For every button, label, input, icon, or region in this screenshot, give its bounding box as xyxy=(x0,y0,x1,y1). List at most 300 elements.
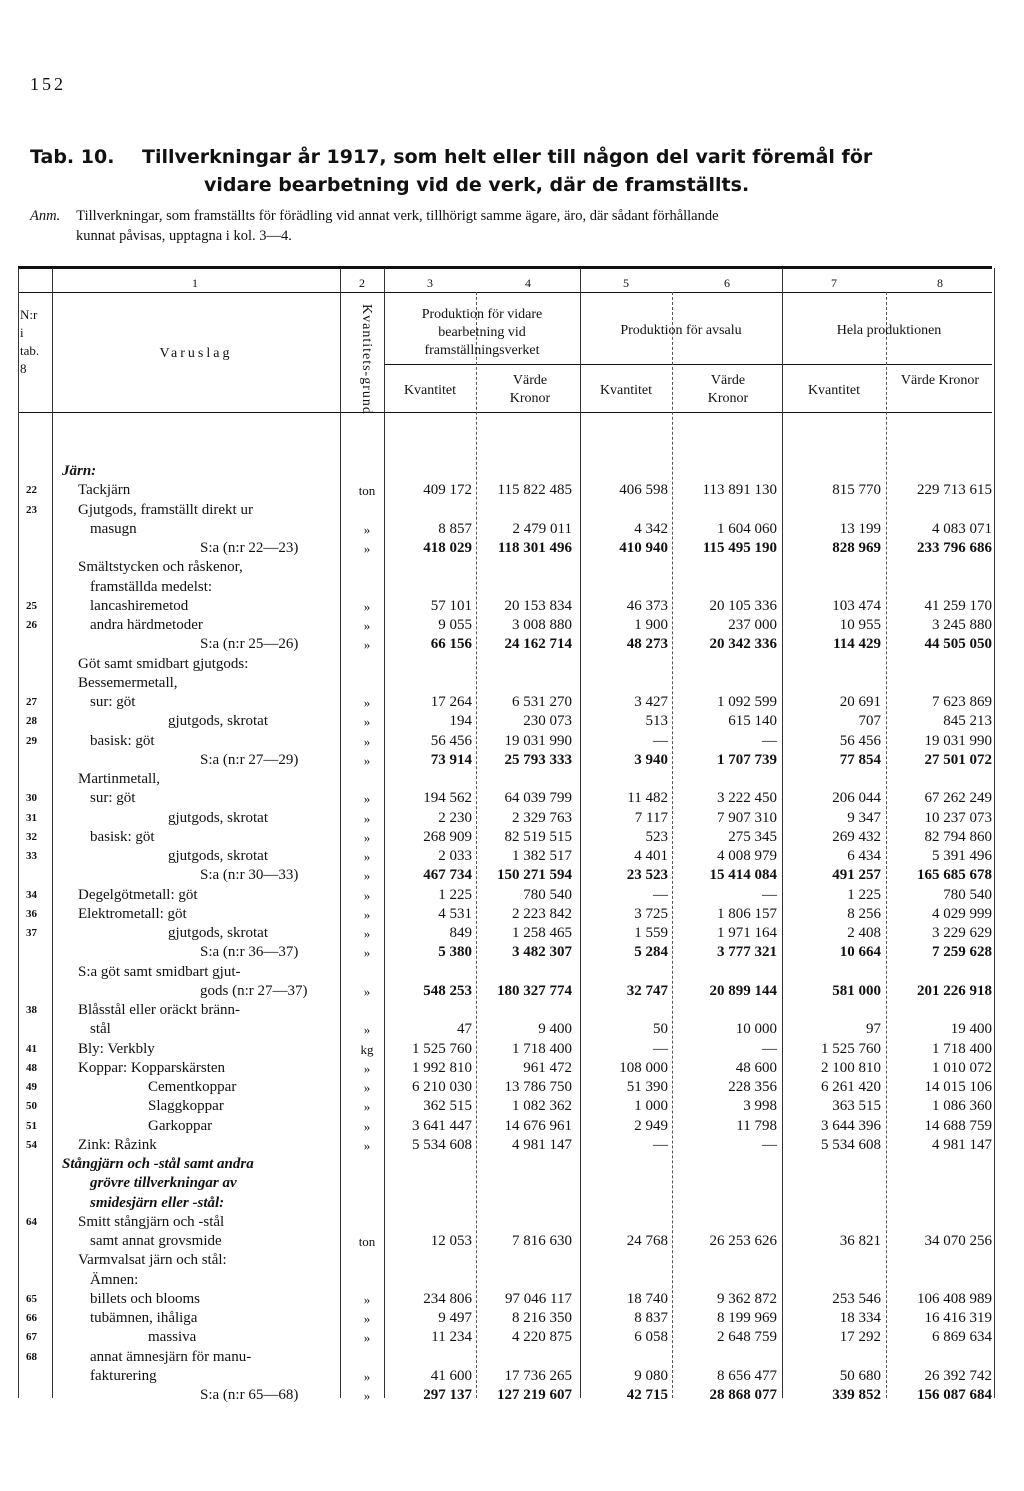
cell-value-total: 7 623 869 xyxy=(932,694,992,710)
table-row xyxy=(0,924,1000,943)
header-kvantitetsgrund: Kvantitets-grund xyxy=(359,304,374,415)
cell-quantity-total: 5 534 608 xyxy=(821,1136,881,1153)
cell-quantity-for-sale: 50 xyxy=(653,1021,668,1038)
row-unit: » xyxy=(363,906,371,922)
table-label: Tab. 10. xyxy=(30,146,115,168)
cell-value-for-sale: 20 342 336 xyxy=(709,636,777,653)
header-varde-1: Värde Kronor xyxy=(509,373,551,406)
row-label: S:a göt samt smidbart gjut- xyxy=(78,963,241,980)
row-unit: » xyxy=(363,926,371,941)
cell-value-for-sale: 20 105 336 xyxy=(709,597,777,614)
cell-value-for-sale: 48 600 xyxy=(735,1059,777,1076)
cell-value-total: 1 010 072 xyxy=(932,1059,992,1076)
row-unit: » xyxy=(363,829,371,845)
row-label: S:a (n:r 36—37) xyxy=(200,944,299,961)
cell-quantity-for-sale: 48 273 xyxy=(626,636,668,653)
row-unit: » xyxy=(363,1099,371,1115)
table-row xyxy=(0,1386,1000,1405)
cell-quantity-total: 707 xyxy=(858,713,881,730)
cell-value-further-processing: 9 400 xyxy=(538,1021,572,1038)
row-label: stål xyxy=(90,1021,111,1038)
table-row xyxy=(0,481,1000,500)
cell-quantity-for-sale: 1 000 xyxy=(634,1098,668,1115)
col-number-4: 4 xyxy=(525,276,531,290)
table-row xyxy=(0,501,1000,520)
note-label: Anm. xyxy=(30,208,61,224)
row-label: Blåsstål eller oräckt bränn- xyxy=(78,1002,241,1018)
row-number: 36 xyxy=(26,907,37,920)
row-unit: » xyxy=(363,887,371,903)
table-row xyxy=(0,943,1000,962)
cell-value-for-sale: 3 777 321 xyxy=(717,944,777,961)
row-label: sur: göt xyxy=(90,790,136,807)
row-label: S:a (n:r 27—29) xyxy=(200,751,299,768)
cell-value-further-processing: 180 327 774 xyxy=(497,982,572,999)
cell-value-further-processing: 1 382 517 xyxy=(512,848,572,864)
row-number: 25 xyxy=(26,599,37,612)
cell-value-total: 4 981 147 xyxy=(932,1136,992,1153)
header-kvantitet-2: Kvantitet xyxy=(599,383,653,398)
col-number-8: 8 xyxy=(937,276,943,290)
row-unit: » xyxy=(363,1118,371,1134)
row-unit: ton xyxy=(358,1234,376,1249)
cell-quantity-total: 828 969 xyxy=(832,540,881,556)
row-label: basisk: göt xyxy=(90,828,155,845)
cell-value-for-sale: 615 140 xyxy=(728,713,777,730)
cell-value-for-sale: 4 008 979 xyxy=(717,848,777,864)
header-group-2: Produktion för avsalu xyxy=(620,323,742,338)
row-label: annat ämnesjärn för manu- xyxy=(90,1348,252,1365)
cell-value-for-sale: 2 648 759 xyxy=(717,1329,777,1346)
cell-quantity-for-sale: 523 xyxy=(645,828,668,845)
row-number: 37 xyxy=(26,927,37,939)
cell-value-for-sale: 20 899 144 xyxy=(709,982,777,999)
row-label: gjutgods, skrotat xyxy=(168,713,268,730)
cell-value-for-sale: 8 656 477 xyxy=(717,1367,777,1384)
cell-quantity-further-processing: 11 234 xyxy=(431,1329,472,1346)
cell-value-total: 165 685 678 xyxy=(917,867,992,884)
cell-quantity-further-processing: 41 600 xyxy=(430,1367,472,1384)
cell-value-total: 7 259 628 xyxy=(932,944,992,961)
row-label: basisk: göt xyxy=(90,732,155,749)
row-unit: » xyxy=(363,983,371,999)
cell-value-total: 44 505 050 xyxy=(924,636,992,653)
row-label: gjutgods, skrotat xyxy=(168,848,268,864)
cell-value-further-processing: 115 822 485 xyxy=(497,482,572,499)
note-line-2: kunnat påvisas, upptagna i kol. 3—4. xyxy=(76,228,292,244)
cell-value-for-sale: 7 907 310 xyxy=(717,809,777,826)
cell-value-further-processing: 4 981 147 xyxy=(512,1136,572,1153)
row-number: 67 xyxy=(26,1331,37,1344)
cell-value-total: 26 392 742 xyxy=(924,1367,992,1384)
row-label: massiva xyxy=(148,1329,197,1346)
cell-value-total: 10 237 073 xyxy=(924,809,992,826)
table-row xyxy=(0,751,1000,770)
row-unit: » xyxy=(363,598,371,614)
cell-quantity-further-processing: 5 534 608 xyxy=(412,1136,472,1153)
cell-value-further-processing: 82 519 515 xyxy=(504,828,572,845)
cell-value-further-processing: 97 046 117 xyxy=(505,1290,572,1307)
cell-value-for-sale: — xyxy=(762,732,777,749)
row-unit: » xyxy=(363,849,371,864)
table-row xyxy=(0,866,1000,885)
cell-quantity-for-sale: 5 284 xyxy=(634,944,668,961)
cell-value-further-processing: 4 220 875 xyxy=(512,1329,572,1346)
row-label: Ämnen: xyxy=(90,1271,139,1288)
cell-value-further-processing: 20 153 834 xyxy=(504,597,572,614)
table-row xyxy=(0,1040,1000,1059)
header-kvantitet-1: Kvantitet xyxy=(403,383,457,398)
cell-quantity-further-processing: 467 734 xyxy=(423,867,472,884)
cell-value-for-sale: 15 414 084 xyxy=(709,867,777,884)
table-row xyxy=(0,905,1000,924)
table-row xyxy=(0,1136,1000,1155)
cell-quantity-further-processing: 9 055 xyxy=(438,617,472,633)
cell-quantity-for-sale: — xyxy=(653,1040,668,1057)
cell-value-total: 6 869 634 xyxy=(932,1329,992,1346)
row-label: fakturering xyxy=(90,1367,157,1384)
cell-value-total: 27 501 072 xyxy=(924,751,992,768)
header-varuslag: Varuslag xyxy=(159,346,233,361)
cell-quantity-for-sale: 1 900 xyxy=(634,617,668,633)
table-row xyxy=(0,1020,1000,1039)
cell-value-total: 229 713 615 xyxy=(917,482,992,499)
cell-quantity-further-processing: 418 029 xyxy=(423,540,472,556)
cell-value-for-sale: 26 253 626 xyxy=(709,1233,777,1249)
cell-quantity-total: 3 644 396 xyxy=(821,1117,881,1134)
row-label: Gjutgods, framställt direkt ur xyxy=(78,501,253,518)
cell-value-for-sale: 115 495 190 xyxy=(702,540,777,556)
cell-quantity-total: 8 256 xyxy=(847,905,881,922)
cell-quantity-for-sale: 410 940 xyxy=(619,540,668,556)
cell-quantity-further-processing: 47 xyxy=(457,1021,472,1038)
table-row xyxy=(0,462,1000,481)
row-label: Elektrometall: göt xyxy=(78,905,187,922)
cell-value-total: 3 229 629 xyxy=(932,925,992,941)
table-row xyxy=(0,539,1000,558)
cell-value-further-processing: 780 540 xyxy=(523,886,572,903)
cell-quantity-further-processing: 8 857 xyxy=(438,520,472,537)
row-label: andra härdmetoder xyxy=(90,617,203,633)
cell-value-further-processing: 8 216 350 xyxy=(512,1310,572,1326)
row-unit: » xyxy=(363,1311,371,1326)
cell-quantity-further-processing: 297 137 xyxy=(423,1387,472,1403)
cell-value-for-sale: 1 092 599 xyxy=(717,694,777,710)
cell-value-further-processing: 7 816 630 xyxy=(512,1233,572,1249)
cell-quantity-for-sale: 11 482 xyxy=(627,790,668,807)
row-label: Göt samt smidbart gjutgods: xyxy=(78,655,249,672)
row-unit: » xyxy=(363,733,371,749)
row-number: 29 xyxy=(26,734,37,747)
cell-quantity-for-sale: 3 940 xyxy=(634,751,668,768)
row-unit: » xyxy=(363,810,371,826)
cell-value-for-sale: 275 345 xyxy=(728,828,777,845)
cell-value-for-sale: — xyxy=(762,886,777,903)
cell-quantity-total: 103 474 xyxy=(832,597,881,614)
table-row xyxy=(0,635,1000,654)
cell-quantity-for-sale: 51 390 xyxy=(626,1079,668,1095)
col-number-6: 6 xyxy=(724,276,730,290)
cell-quantity-total: 77 854 xyxy=(839,751,881,768)
cell-quantity-further-processing: 548 253 xyxy=(423,982,472,999)
table-row xyxy=(0,655,1000,674)
cell-value-total: 5 391 496 xyxy=(932,848,992,864)
row-unit: » xyxy=(363,1137,371,1153)
row-label: S:a (n:r 30—33) xyxy=(200,867,299,884)
table-row xyxy=(0,712,1000,731)
row-label: Stångjärn och -stål samt andra xyxy=(62,1156,254,1172)
cell-value-further-processing: 1 082 362 xyxy=(512,1098,572,1115)
row-label: Garkoppar xyxy=(148,1117,213,1134)
row-number: 65 xyxy=(26,1292,37,1305)
header-group-1: Produktion för vidare bearbetning vid framställningsverket xyxy=(421,307,543,358)
row-unit: » xyxy=(363,618,371,633)
cell-value-total: 67 262 249 xyxy=(924,790,992,807)
cell-quantity-total: 56 456 xyxy=(839,732,881,749)
col-number-2: 2 xyxy=(359,276,365,290)
cell-quantity-total: 97 xyxy=(866,1021,881,1038)
table-row xyxy=(0,1290,1000,1309)
cell-value-for-sale: 237 000 xyxy=(728,617,777,633)
cell-value-total: 14 688 759 xyxy=(924,1117,992,1134)
table-row xyxy=(0,1348,1000,1367)
row-label: S:a (n:r 22—23) xyxy=(200,540,299,556)
cell-value-further-processing: 230 073 xyxy=(523,713,572,730)
cell-value-total: 41 259 170 xyxy=(924,597,992,614)
cell-value-for-sale: 3 998 xyxy=(743,1098,777,1115)
cell-quantity-further-processing: 57 101 xyxy=(430,597,472,614)
table-row xyxy=(0,1001,1000,1020)
cell-quantity-total: 17 292 xyxy=(839,1329,881,1346)
cell-quantity-further-processing: 73 914 xyxy=(430,751,472,768)
cell-value-for-sale: 8 199 969 xyxy=(717,1310,777,1326)
cell-value-for-sale: 11 798 xyxy=(736,1117,777,1134)
note-line-1: Tillverkningar, som framställts för förädling vid annat verk, tillhörigt samme ägare, äro, där sådant förhållande xyxy=(76,208,719,224)
row-label: smidesjärn eller -stål: xyxy=(90,1194,225,1211)
cell-quantity-for-sale: 108 000 xyxy=(619,1059,668,1076)
row-unit: » xyxy=(363,1022,371,1038)
cell-value-total: 845 213 xyxy=(943,713,992,730)
col-number-5: 5 xyxy=(623,276,629,290)
cell-value-further-processing: 14 676 961 xyxy=(504,1117,572,1134)
cell-quantity-for-sale: 18 740 xyxy=(626,1290,668,1307)
cell-quantity-total: 6 261 420 xyxy=(821,1079,881,1095)
row-number: 41 xyxy=(26,1042,37,1055)
cell-value-total: 19 400 xyxy=(950,1021,992,1038)
table-row xyxy=(0,732,1000,751)
cell-quantity-for-sale: — xyxy=(653,732,668,749)
row-unit: » xyxy=(363,1291,371,1307)
row-number: 64 xyxy=(26,1215,37,1228)
table-row xyxy=(0,1194,1000,1213)
cell-quantity-total: 1 225 xyxy=(847,886,881,903)
row-unit: » xyxy=(363,868,371,884)
cell-value-for-sale: 1 806 157 xyxy=(717,905,777,922)
cell-quantity-further-processing: 849 xyxy=(449,925,472,941)
row-number: 54 xyxy=(26,1138,37,1151)
row-number: 66 xyxy=(26,1312,37,1324)
row-label: Slaggkoppar xyxy=(148,1098,224,1115)
row-unit: » xyxy=(363,1080,371,1095)
table-row xyxy=(0,1078,1000,1097)
cell-value-further-processing: 1 718 400 xyxy=(512,1040,572,1057)
cell-quantity-for-sale: 4 401 xyxy=(634,848,668,864)
row-unit: » xyxy=(363,1388,371,1403)
row-number: 49 xyxy=(26,1081,37,1093)
row-number: 38 xyxy=(26,1004,37,1016)
table-row xyxy=(0,578,1000,597)
cell-quantity-total: 9 347 xyxy=(847,809,881,826)
row-label: gjutgods, skrotat xyxy=(168,925,268,941)
row-number: 34 xyxy=(26,888,37,901)
cell-value-total: 201 226 918 xyxy=(917,982,992,999)
table-row xyxy=(0,847,1000,866)
table-row xyxy=(0,1271,1000,1290)
cell-quantity-total: 581 000 xyxy=(832,982,881,999)
row-label: S:a (n:r 65—68) xyxy=(200,1387,299,1403)
table-row xyxy=(0,1328,1000,1347)
cell-quantity-total: 6 434 xyxy=(847,848,881,864)
row-number: 23 xyxy=(26,503,37,516)
note xyxy=(30,208,719,225)
cell-quantity-further-processing: 17 264 xyxy=(430,694,472,710)
cell-quantity-further-processing: 362 515 xyxy=(423,1098,472,1115)
cell-quantity-for-sale: 4 342 xyxy=(634,520,668,537)
table-row xyxy=(0,674,1000,693)
cell-quantity-total: 253 546 xyxy=(832,1290,881,1307)
col-number-3: 3 xyxy=(427,276,433,290)
cell-value-further-processing: 3 008 880 xyxy=(512,617,572,633)
cell-quantity-total: 206 044 xyxy=(832,790,881,807)
cell-quantity-for-sale: 32 747 xyxy=(626,982,668,999)
title-line-2: vidare bearbetning vid de verk, där de framställts. xyxy=(204,174,750,196)
cell-quantity-total: 20 691 xyxy=(839,694,881,710)
row-number: 27 xyxy=(26,696,37,708)
row-label: framställda medelst: xyxy=(90,578,213,595)
cell-quantity-total: 10 664 xyxy=(839,944,881,961)
row-label: S:a (n:r 25—26) xyxy=(200,636,299,653)
cell-quantity-further-processing: 2 230 xyxy=(438,809,472,826)
row-unit: kg xyxy=(360,1041,374,1057)
cell-value-further-processing: 3 482 307 xyxy=(512,944,572,961)
table-row xyxy=(0,597,1000,616)
title-line-1: Tillverkningar år 1917, som helt eller till någon del varit föremål för xyxy=(142,146,873,168)
cell-value-further-processing: 24 162 714 xyxy=(504,636,572,653)
cell-quantity-for-sale: 6 058 xyxy=(634,1329,668,1346)
cell-value-for-sale: — xyxy=(762,1136,777,1153)
row-unit: » xyxy=(363,1368,371,1384)
table-row xyxy=(0,1251,1000,1270)
cell-quantity-for-sale: 406 598 xyxy=(619,482,668,499)
table-row xyxy=(0,1117,1000,1136)
cell-quantity-further-processing: 4 531 xyxy=(438,905,472,922)
row-unit: » xyxy=(363,752,371,768)
cell-value-for-sale: 10 000 xyxy=(735,1021,777,1038)
cell-quantity-for-sale: 3 427 xyxy=(634,694,668,710)
cell-quantity-further-processing: 409 172 xyxy=(423,482,472,499)
page-number: 152 xyxy=(30,74,66,94)
row-label: Martinmetall, xyxy=(78,771,161,787)
cell-quantity-further-processing: 9 497 xyxy=(438,1310,472,1326)
row-unit: » xyxy=(363,541,371,556)
table-row xyxy=(0,1367,1000,1386)
cell-value-total: 3 245 880 xyxy=(932,617,992,633)
cell-quantity-total: 815 770 xyxy=(832,482,881,499)
cell-value-further-processing: 64 039 799 xyxy=(504,790,572,807)
cell-quantity-further-processing: 5 380 xyxy=(438,944,472,961)
cell-value-further-processing: 1 258 465 xyxy=(512,925,572,941)
cell-quantity-total: 491 257 xyxy=(832,867,881,884)
cell-quantity-further-processing: 2 033 xyxy=(438,848,472,864)
table-row xyxy=(0,1059,1000,1078)
cell-value-total: 780 540 xyxy=(943,886,992,903)
row-unit: » xyxy=(363,1330,371,1346)
table-row xyxy=(0,1213,1000,1232)
header-group-3: Hela produktionen xyxy=(836,323,942,338)
table-top-rule xyxy=(18,266,992,269)
row-label: Degelgötmetall: göt xyxy=(78,886,198,903)
cell-value-for-sale: 3 222 450 xyxy=(717,790,777,807)
cell-quantity-for-sale: — xyxy=(653,1136,668,1153)
cell-value-further-processing: 2 223 842 xyxy=(512,905,572,922)
cell-value-for-sale: 1 604 060 xyxy=(717,520,777,537)
table-row xyxy=(0,1309,1000,1328)
cell-value-for-sale: 1 707 739 xyxy=(717,751,777,768)
cell-quantity-total: 50 680 xyxy=(839,1367,881,1384)
cell-value-total: 1 718 400 xyxy=(932,1040,992,1057)
table-row xyxy=(0,828,1000,847)
cell-quantity-further-processing: 1 225 xyxy=(438,886,472,903)
cell-value-total: 16 416 319 xyxy=(924,1310,992,1326)
row-label: Zink: Råzink xyxy=(78,1136,157,1153)
cell-quantity-for-sale: 42 715 xyxy=(626,1387,668,1403)
row-label: Smältstycken och råskenor, xyxy=(78,559,243,576)
row-unit: » xyxy=(363,945,371,961)
row-label: sur: göt xyxy=(90,694,136,710)
col-number-7: 7 xyxy=(831,276,837,290)
row-label: grövre tillverkningar av xyxy=(90,1175,237,1192)
cell-quantity-further-processing: 1 992 810 xyxy=(412,1059,472,1076)
cell-value-total: 34 070 256 xyxy=(924,1233,992,1249)
cell-quantity-total: 269 432 xyxy=(832,828,881,845)
cell-quantity-total: 13 199 xyxy=(839,520,881,537)
row-number: 48 xyxy=(26,1061,37,1074)
table-row xyxy=(0,1174,1000,1193)
cell-quantity-for-sale: 8 837 xyxy=(634,1310,668,1326)
cell-quantity-further-processing: 234 806 xyxy=(423,1290,472,1307)
cell-value-further-processing: 150 271 594 xyxy=(497,867,572,884)
header-nr: N:r i tab. 8 xyxy=(20,307,40,376)
table-row xyxy=(0,558,1000,577)
row-label: Smitt stångjärn och -stål xyxy=(78,1213,225,1230)
cell-value-further-processing: 13 786 750 xyxy=(504,1079,572,1095)
row-label: samt annat grovsmide xyxy=(90,1233,222,1249)
table-title xyxy=(30,146,872,168)
row-number: 32 xyxy=(26,830,37,843)
cell-quantity-further-processing: 56 456 xyxy=(430,732,472,749)
table-row xyxy=(0,1097,1000,1116)
cell-quantity-for-sale: 513 xyxy=(645,713,668,730)
table-row xyxy=(0,1232,1000,1251)
cell-quantity-total: 10 955 xyxy=(839,617,881,633)
cell-value-total: 1 086 360 xyxy=(932,1098,992,1115)
cell-value-total: 82 794 860 xyxy=(924,828,992,845)
table-row xyxy=(0,770,1000,789)
cell-value-for-sale: 1 971 164 xyxy=(717,925,777,941)
header-varde-3: Värde Kronor xyxy=(900,373,980,388)
row-number: 31 xyxy=(26,811,37,824)
table-row xyxy=(0,982,1000,1001)
